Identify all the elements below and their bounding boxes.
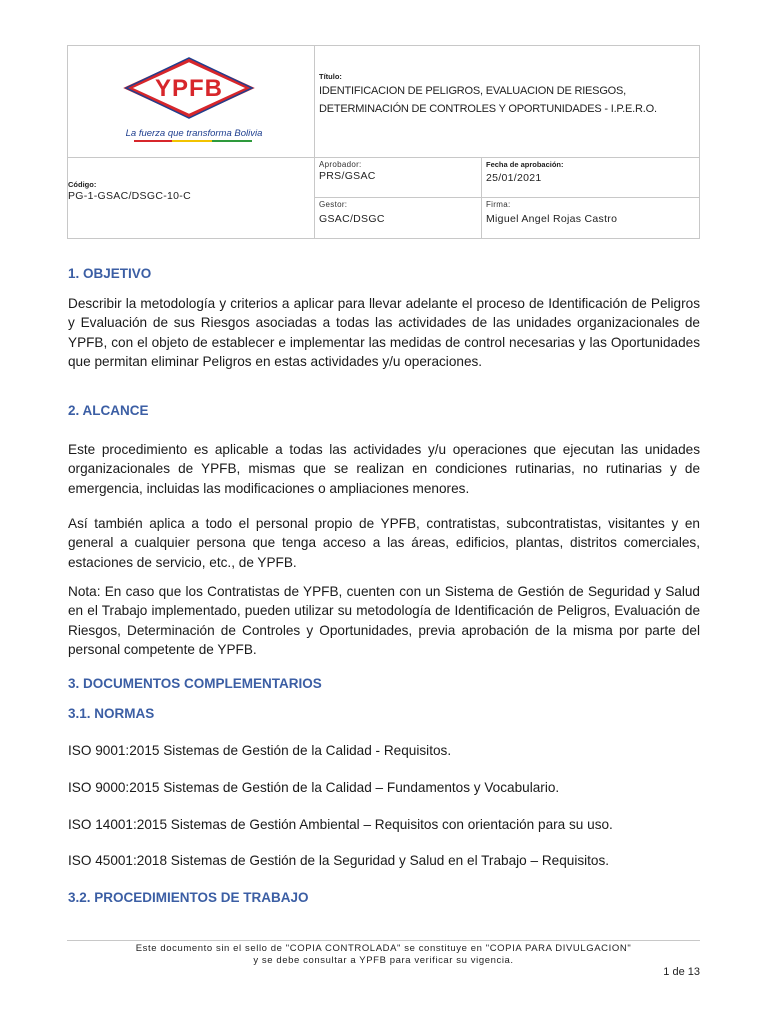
iso-45001: ISO 45001:2018 Sistemas de Gestión de la Seguridad y Salud en el Trabajo – Requisitos.	[68, 853, 610, 868]
objetivo-heading: 1. OBJETIVO	[68, 266, 152, 281]
footer-notice-line-1: Este documento sin el sello de "COPIA CONTROLADA" se constituye en "COPIA PARA DIVULGACION"	[135, 943, 632, 954]
aprobador-cell	[315, 158, 482, 198]
logo-text: YPFB	[154, 75, 224, 102]
alcance-paragraph-2: Así también aplica a todo el personal propio de YPFB, contratistas, subcontratistas, visitantes y en general a cualquier persona que tenga acceso a las áreas, edificios, plantas, distritos comerciales, estaciones de servicio, etc., de YPFB.	[68, 516, 700, 570]
firma-cell	[482, 198, 700, 239]
iso-14001: ISO 14001:2015 Sistemas de Gestión Ambiental – Requisitos con orientación para su uso.	[68, 817, 613, 832]
document-header-table	[67, 45, 700, 239]
titulo-line-2: DETERMINACIÓN DE CONTROLES Y OPORTUNIDADES - I.P.E.R.O.	[319, 103, 657, 115]
ypfb-logo	[68, 46, 314, 157]
logo-cell	[68, 46, 315, 158]
fecha-label: Fecha de aprobación:	[486, 160, 564, 169]
codigo-value: PG-1-GSAC/DSGC-10-C	[68, 190, 191, 202]
codigo-cell	[68, 158, 315, 239]
firma-label: Firma:	[486, 200, 511, 209]
logo-slogan: La fuerza que transforma Bolivia	[125, 128, 263, 139]
objetivo-text: Describir la metodología y criterios a aplicar para llevar adelante el proceso de Identificación de Peligros y Evaluación de sus Riesgos asociadas a todas las actividades de las unidades organizacionales de YPFB, con el objeto de establecer e implementar las medidas de control necesarias y las Oportunidades que permitan eliminar Peligros en estas actividades y/u operaciones.	[68, 296, 700, 369]
footer-notice-line-2: y se debe consultar a YPFB para verificar su vigencia.	[253, 955, 514, 966]
fecha-value: 25/01/2021	[486, 172, 542, 184]
normas-heading: 3.1. NORMAS	[68, 706, 155, 721]
title-cell	[315, 46, 700, 158]
gestor-label: Gestor:	[319, 200, 348, 209]
fecha-cell	[482, 158, 700, 198]
gestor-cell	[315, 198, 482, 239]
codigo-label: Código:	[68, 180, 97, 189]
footer-divider	[67, 940, 700, 941]
firma-value: Miguel Angel Rojas Castro	[486, 213, 618, 225]
documentos-heading: 3. DOCUMENTOS COMPLEMENTARIOS	[68, 676, 322, 691]
titulo-label: Título:	[319, 72, 342, 81]
alcance-note: Nota: En caso que los Contratistas de YPFB, cuenten con un Sistema de Gestión de Seguridad y Salud en el Trabajo implementado, pueden utilizar su metodología de Identificación de Peligros, Evaluación de Riesgos, Determinación de Controles y Oportunidades, previa aprobación de la misma por parte del personal competente de YPFB.	[68, 584, 700, 657]
gestor-value: GSAC/DSGC	[319, 213, 385, 225]
alcance-heading: 2. ALCANCE	[68, 403, 149, 418]
aprobador-value: PRS/GSAC	[319, 170, 376, 182]
titulo-line-1: IDENTIFICACION DE PELIGROS, EVALUACION DE RIESGOS,	[319, 85, 627, 97]
page-number: 1 de 13	[663, 966, 700, 978]
procedimientos-heading: 3.2. PROCEDIMIENTOS DE TRABAJO	[68, 890, 309, 905]
iso-9001: ISO 9001:2015 Sistemas de Gestión de la Calidad - Requisitos.	[68, 743, 452, 758]
alcance-paragraph-1: Este procedimiento es aplicable a todas las actividades y/u operaciones que ejecutan las unidades organizacionales de YPFB, mismas que se realizan en condiciones rutinarias, no rutinarias y de emergencia, incluidas las modificaciones o ampliaciones menores.	[68, 442, 700, 496]
iso-9000: ISO 9000:2015 Sistemas de Gestión de la Calidad – Fundamentos y Vocabulario.	[68, 780, 560, 795]
aprobador-label: Aprobador:	[319, 160, 362, 169]
